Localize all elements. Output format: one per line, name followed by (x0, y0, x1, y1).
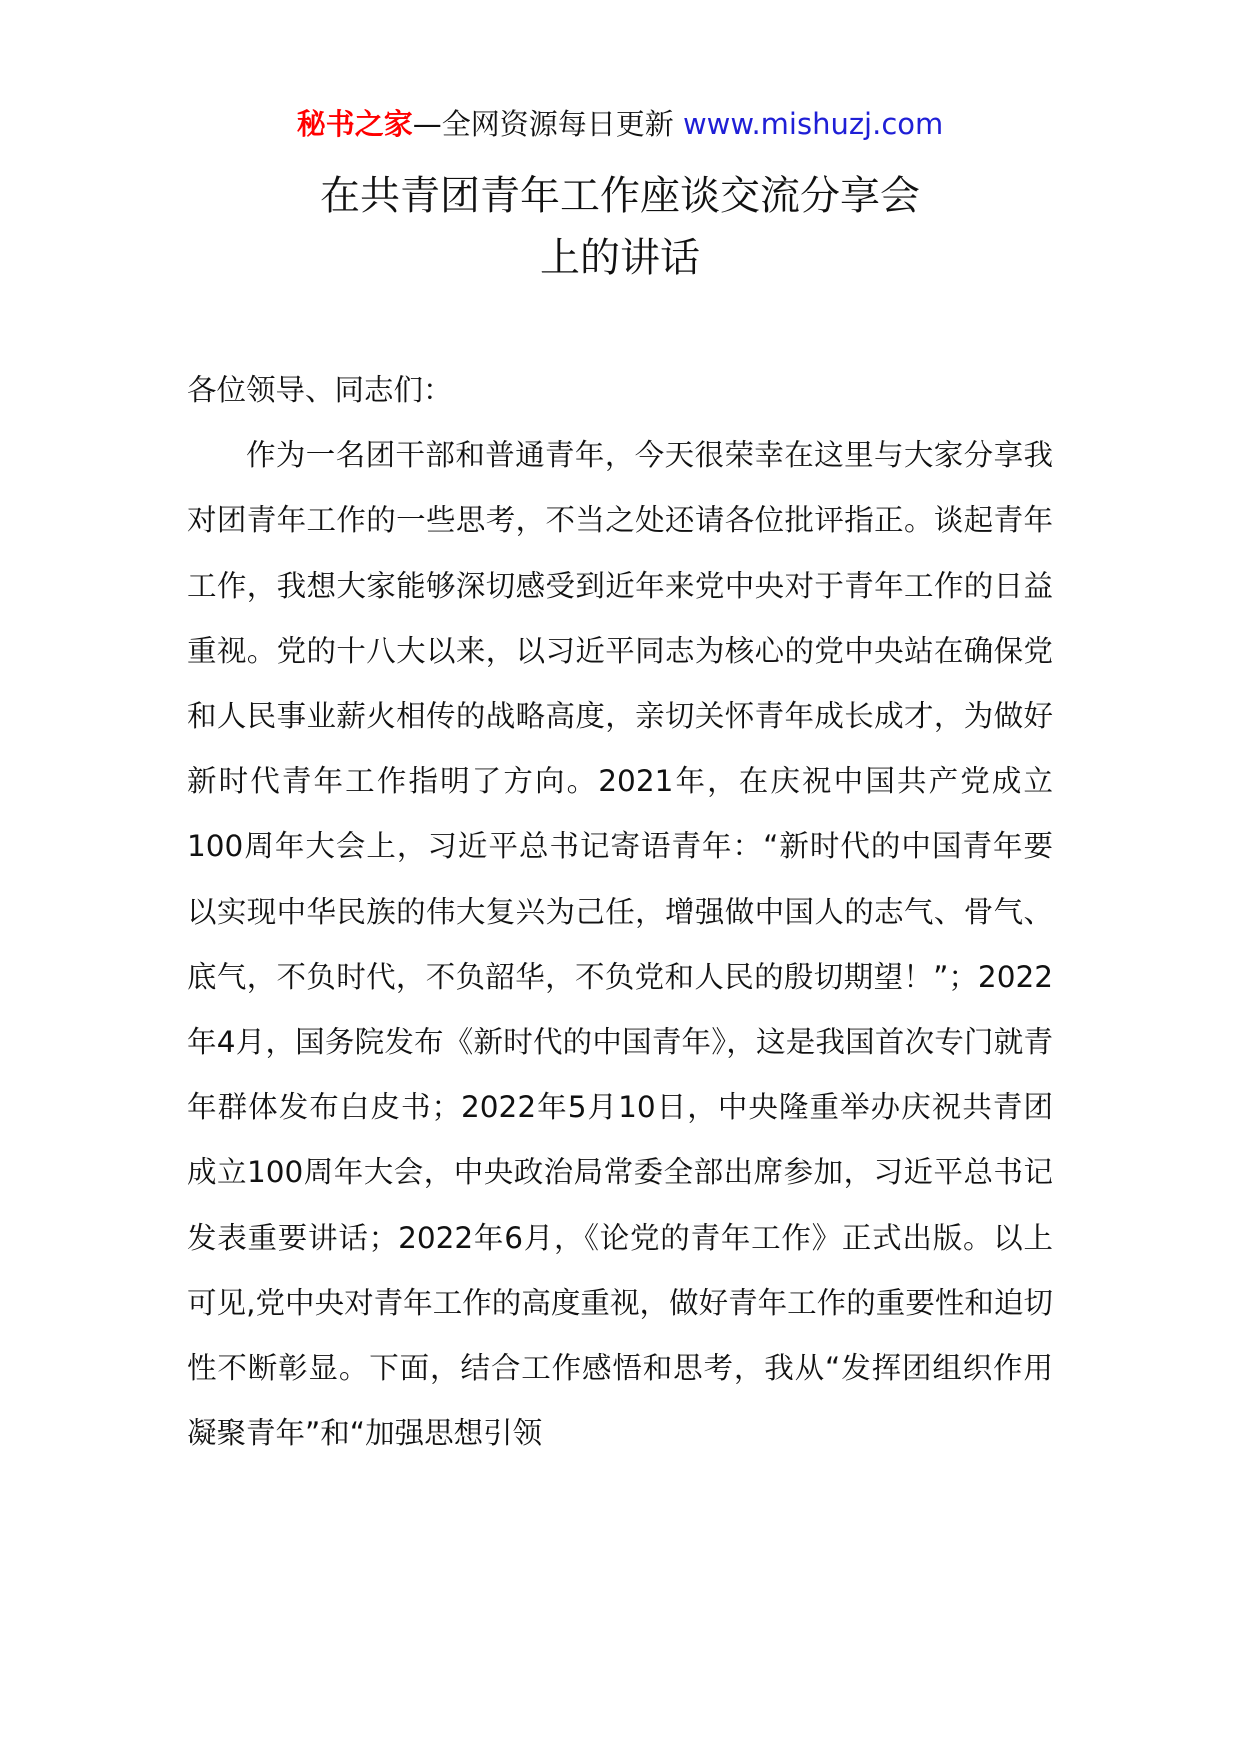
site-brand: 秘书之家 (296, 107, 413, 141)
title-line-1: 在共青团青年工作座谈交流分享会 (320, 173, 920, 219)
body-paragraph: 作为一名团干部和普通青年，今天很荣幸在这里与大家分享我对团青年工作的一些思考，不当之处还请各位批评指正。谈起青年工作，我想大家能够深切感受到近年来党中央对于青年工作的日益重视。党的十八大以来，以习近平同志为核心的党中央站在确保党和人民事业薪火相传的战略高度，亲切关怀青年成长成才，为做好新时代青年工作指明了方向。2021年，在庆祝中国共产党成立100周年大会上，习近平总书记寄语青年：“新时代的中国青年要以实现中华民族的伟大复兴为己任，增强做中国人的志气、骨气、底气，不负时代，不负韶华，不负党和人民的殷切期望！”；2022年4月，国务院发布《新时代的中国青年》，这是我国首次专门就青年群体发布白皮书；2022年5月10日，中央隆重举办庆祝共青团成立100周年大会，中央政治局常委全部出席参加，习近平总书记发表重要讲话；2022年6月，《论党的青年工作》正式出版。以上可见,党中央对青年工作的高度重视，做好青年工作的重要性和迫切性不断彰显。下面，结合工作感悟和思考，我从“发挥团组织作用凝聚青年”和“加强思想引领 (187, 438, 1053, 1451)
document-title (0, 165, 1240, 289)
site-tagline: —全网资源每日更新 (412, 107, 683, 141)
site-url-link[interactable]: www.mishuzj.com (682, 107, 944, 141)
title-line-2: 上的讲话 (540, 235, 700, 281)
document-body (187, 358, 1053, 1466)
salutation: 各位领导、同志们： (187, 373, 453, 407)
site-header (0, 104, 1240, 144)
